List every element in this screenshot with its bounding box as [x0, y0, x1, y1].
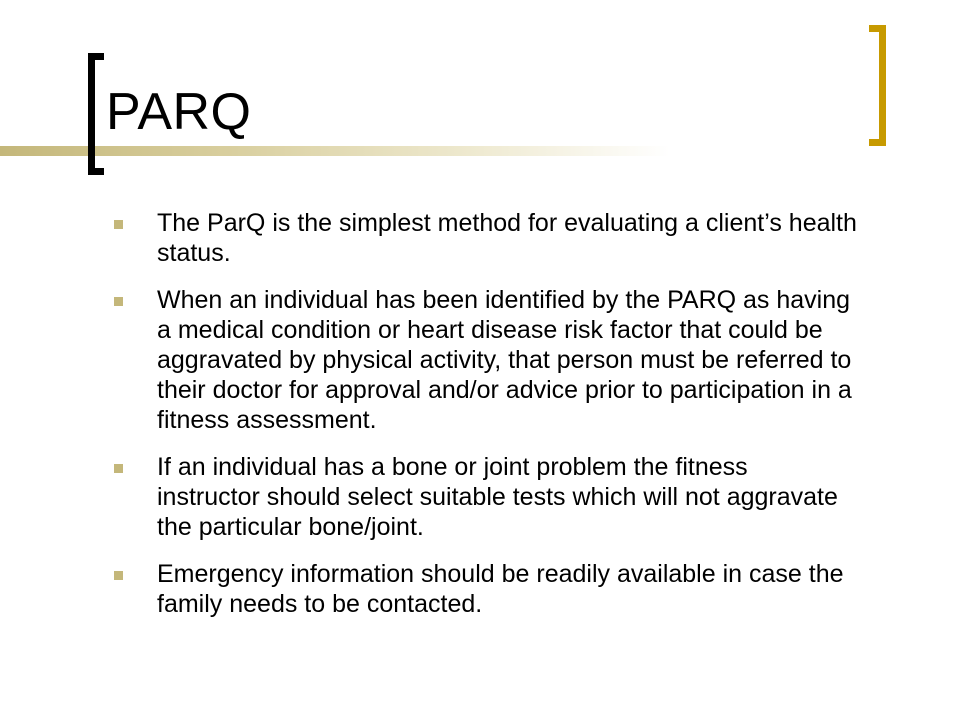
bullet-text: Emergency information should be readily available in case the family needs to be contacted.: [157, 560, 844, 618]
bullet-item: [112, 208, 857, 268]
bullet-text: When an individual has been identified by the PARQ as having a medical condition or heart disease risk factor that could be aggravated by physical activity, that person must be referred to their doctor for approval and/or advice prior to participation in a fitness assessment.: [157, 286, 852, 434]
bullet-item: [112, 285, 857, 435]
square-bullet-icon: [114, 220, 123, 229]
bullet-item: [112, 559, 857, 619]
square-bullet-icon: [114, 297, 123, 306]
bullet-item: [112, 452, 857, 542]
bullet-text: The ParQ is the simplest method for evaluating a client’s health status.: [157, 209, 857, 267]
bullet-text: If an individual has a bone or joint problem the fitness instructor should select suitable tests which will not aggravate the particular bone/joint.: [157, 453, 838, 541]
bullet-list: [112, 208, 857, 636]
slide-title: PARQ: [106, 83, 252, 141]
left-bracket-decoration: [88, 53, 104, 175]
right-bracket-decoration: [869, 25, 886, 146]
square-bullet-icon: [114, 571, 123, 580]
square-bullet-icon: [114, 464, 123, 473]
